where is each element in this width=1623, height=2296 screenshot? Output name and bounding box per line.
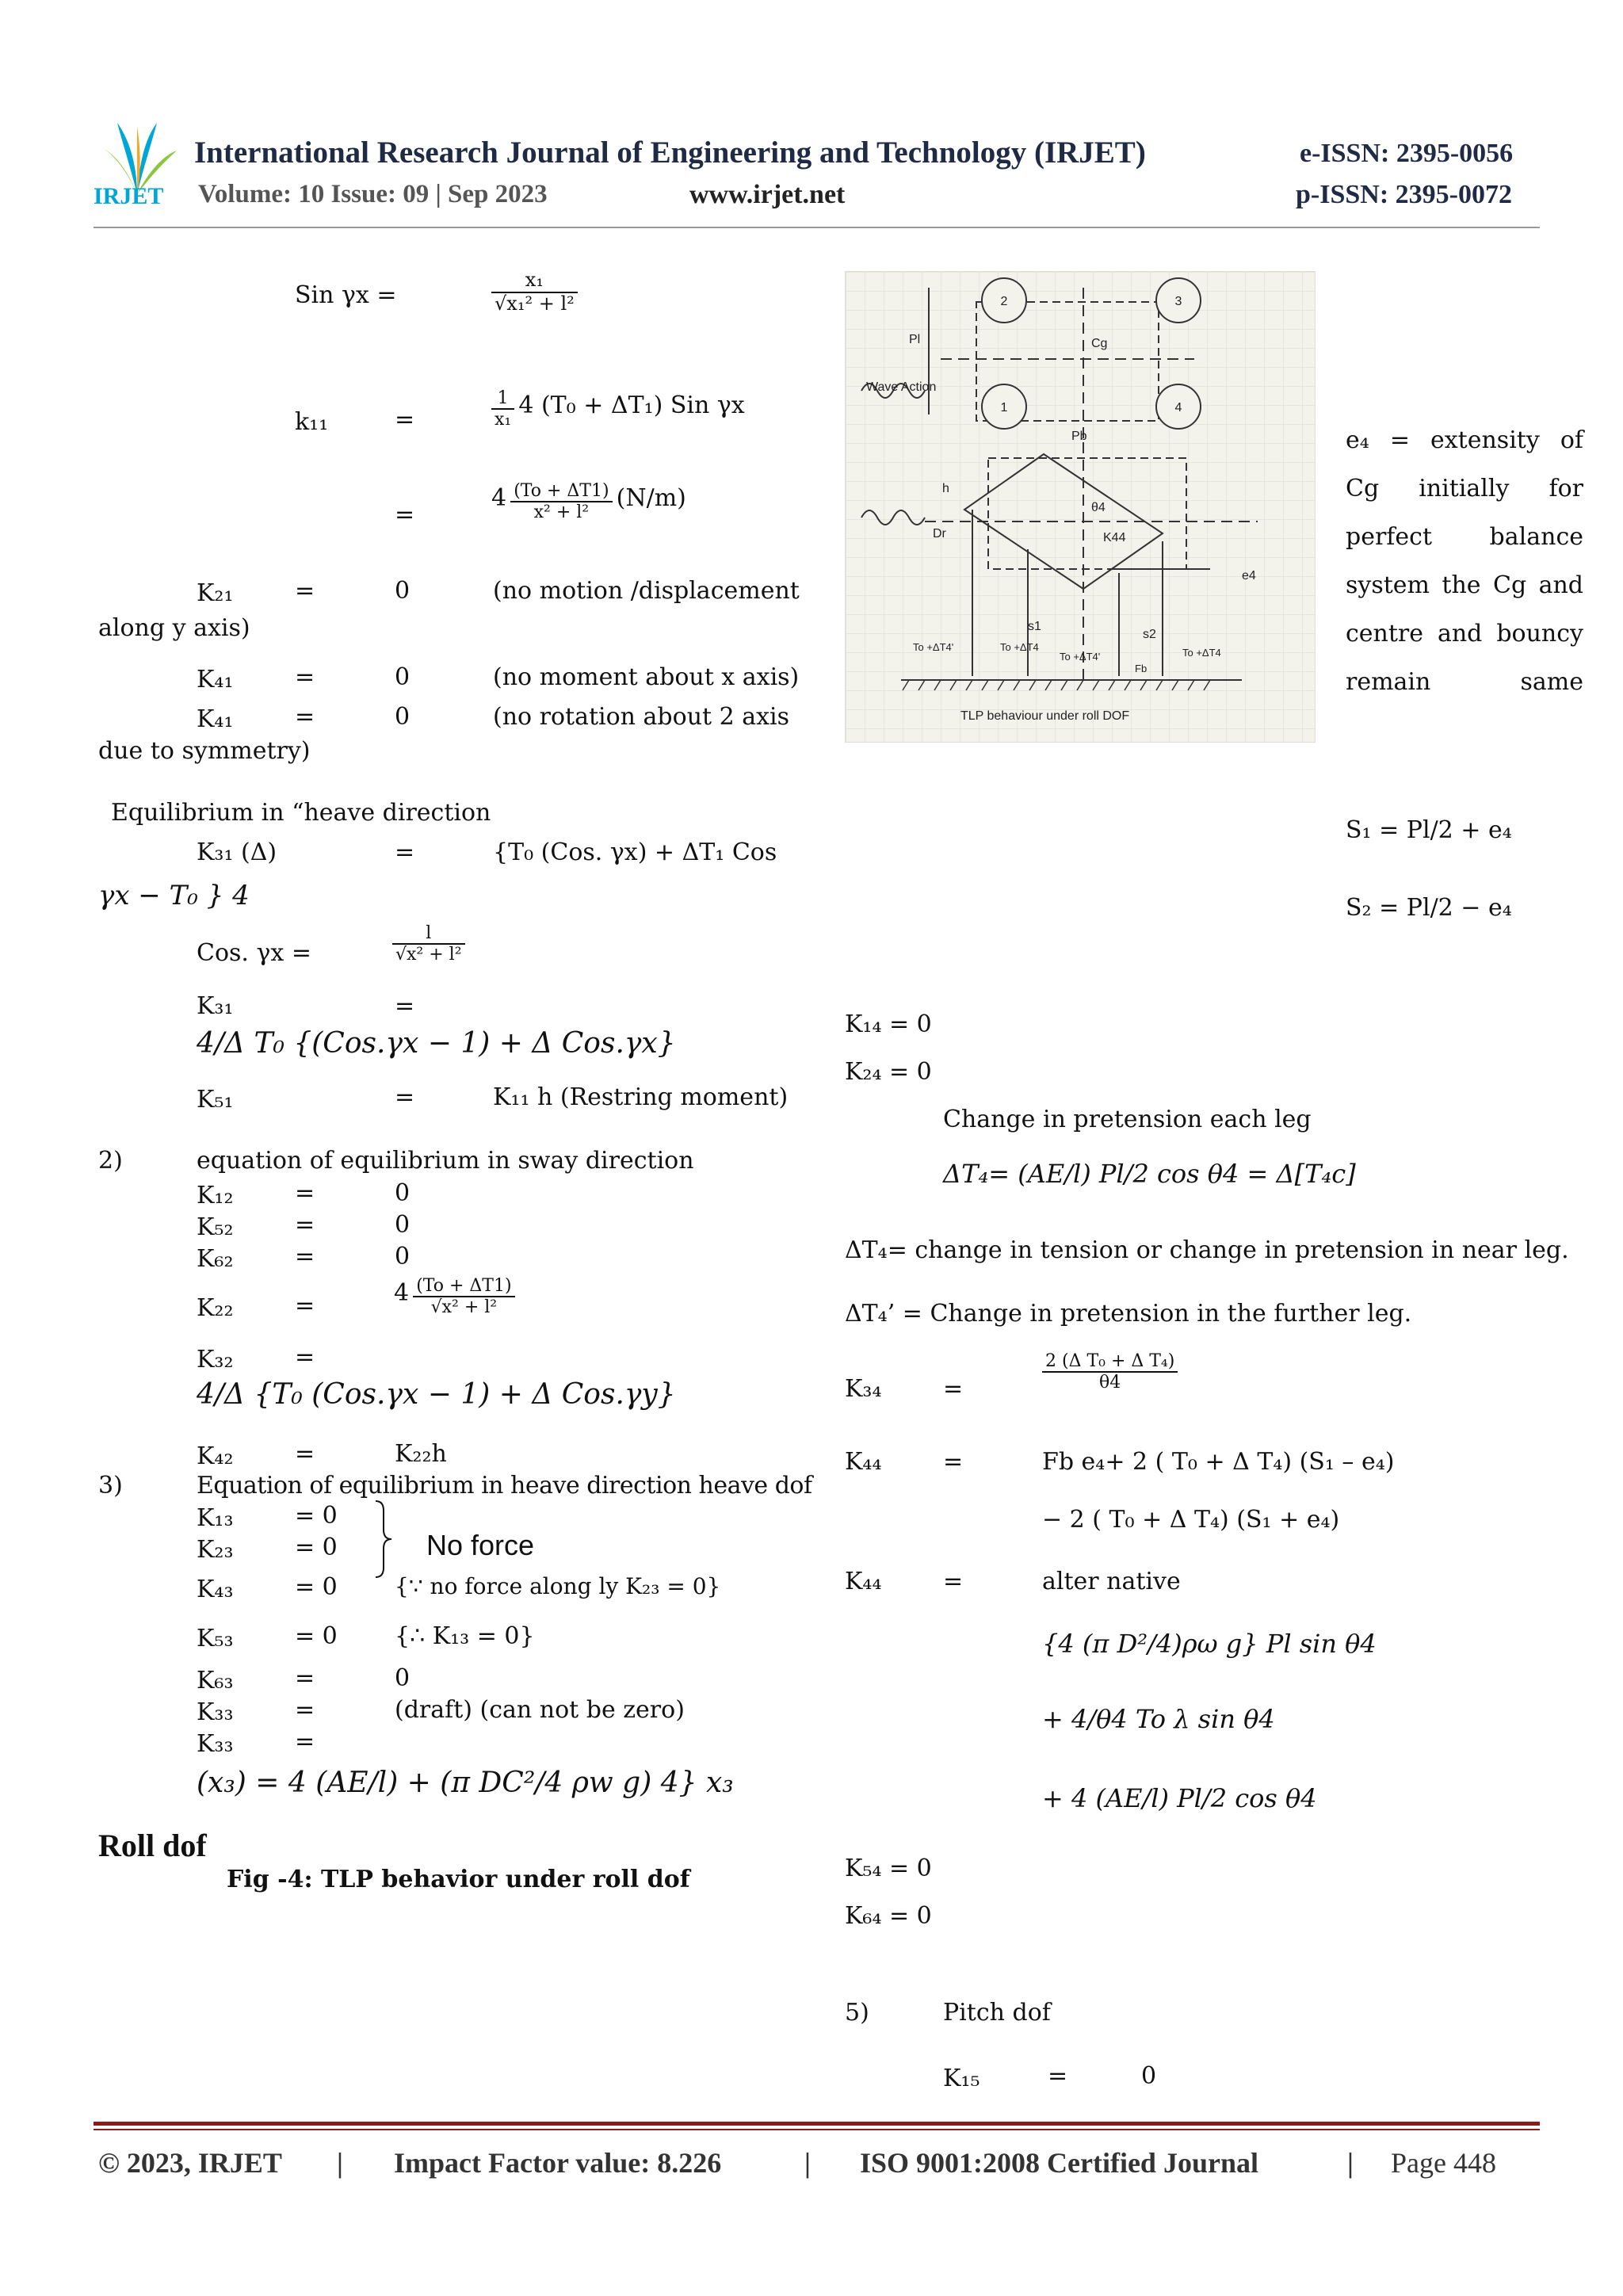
- pissn: p-ISSN: 2395-0072: [1296, 180, 1512, 209]
- k44-rhs-line1: Fb e₄+ 2 ( T₀ + Δ T₄) (S₁ – e₄): [1042, 1448, 1395, 1476]
- copyright: © 2023, IRJET: [98, 2147, 282, 2179]
- e4-label: e4: [1242, 569, 1256, 583]
- k41-label: K₄₁: [197, 666, 234, 693]
- roll-dof-heading: Roll dof: [98, 1828, 207, 1863]
- separator: |: [1347, 2147, 1354, 2179]
- volume-info: Volume: 10 Issue: 09 | Sep 2023: [198, 180, 548, 208]
- k22-label: K₂₂: [197, 1294, 234, 1322]
- k41-note: (no moment about x axis): [493, 663, 800, 691]
- k33-label: K₃₃: [197, 1698, 234, 1726]
- website-link[interactable]: www.irjet.net: [689, 180, 846, 209]
- pb-label: Pb: [1071, 430, 1087, 443]
- k14-formula: K₁₄ = 0: [845, 1010, 932, 1038]
- s1-label: s1: [1028, 620, 1041, 633]
- equals: =: [295, 703, 315, 731]
- delta-t4-formula: ΔT₄= (AE/l) Pl/2 cos θ4 = Δ[T₄c]: [943, 1159, 1356, 1189]
- k24-formula: K₂₄ = 0: [845, 1058, 932, 1086]
- no-force-note: {∵ no force along ly K₂₃ = 0}: [395, 1573, 721, 1599]
- tension-label-b: To +ΔT4: [1000, 641, 1039, 653]
- k41b-note: (no rotation about 2 axis: [493, 703, 790, 731]
- leg-label-4: 4: [1174, 401, 1182, 415]
- alt-term-1: {4 (π D²/4)ρω g} Pl sin θ4: [1042, 1629, 1377, 1659]
- tension-label-a: To +ΔT4': [913, 641, 954, 653]
- k52-label: K₅₂: [197, 1213, 234, 1241]
- leg-label-2: 2: [1000, 295, 1008, 308]
- equals: =: [295, 577, 315, 605]
- k42-rhs: K₂₂h: [395, 1440, 447, 1468]
- separator: |: [337, 2147, 343, 2179]
- tension-label-c: To +ΔT4': [1060, 651, 1101, 663]
- delta-t4-prime-definition: ΔT₄’ = Change in pretension in the further leg.: [845, 1300, 1412, 1328]
- e4-definition: e₄ = extensity of Cg initially for perfect balance system the Cg and centre and bouncy remain same: [1346, 426, 1583, 696]
- figure-caption: Fig -4: TLP behavior under roll dof: [227, 1866, 690, 1893]
- k41b-note-cont: due to symmetry): [98, 737, 311, 765]
- cos-gamma-label: Cos. γx =: [197, 939, 312, 967]
- k44-label: K₄₄: [845, 1448, 882, 1476]
- brace-icon: [372, 1499, 396, 1579]
- k53-label: K₅₃: [197, 1625, 234, 1652]
- k11-expanded: 4 $\frac{(To + \Delta T1)}{\text{x² + l²}}$ (N/m): [491, 481, 686, 523]
- k21-note: (no motion /displacement: [493, 577, 800, 605]
- section-2-number: 2): [98, 1147, 123, 1175]
- k23-label: K₂₃: [197, 1536, 234, 1564]
- equals: =: [943, 1375, 964, 1403]
- dr-label: Dr: [933, 527, 946, 541]
- k41-value: 0: [395, 663, 411, 691]
- h-label: h: [942, 482, 949, 495]
- header-rule: [94, 227, 1540, 228]
- k41b-value: 0: [395, 703, 411, 731]
- equals: =: [395, 839, 415, 866]
- k64-formula: K₆₄ = 0: [845, 1902, 932, 1930]
- k21-value: 0: [395, 577, 411, 605]
- cg-label: Cg: [1091, 337, 1108, 350]
- theta4-label: θ4: [1091, 501, 1106, 514]
- equals: =: [395, 1083, 415, 1111]
- k11-formula: $\frac{1}{\text{x₁}}$ 4 (T₀ + ΔT₁) Sin γx: [491, 388, 745, 430]
- k31b-formula: 4/Δ T₀ {(Cos.γx − 1) + Δ Cos.γx}: [197, 1027, 676, 1060]
- equals: =: [943, 1568, 964, 1595]
- k13-value: = 0: [295, 1502, 338, 1530]
- equals: =: [395, 501, 415, 529]
- k32-formula: 4/Δ {T₀ (Cos.γx − 1) + Δ Cos.γy}: [197, 1378, 676, 1411]
- page-number: Page 448: [1391, 2147, 1496, 2179]
- journal-title: International Research Journal of Engineering and Technology (IRJET): [194, 136, 1146, 170]
- heave-heading: Equilibrium in “heave direction: [111, 799, 491, 827]
- equals: =: [295, 1179, 315, 1207]
- no-force-label: No force: [426, 1529, 535, 1561]
- tension-label-d: To +ΔT4: [1182, 647, 1221, 659]
- k41b-label: K₄₁: [197, 705, 234, 733]
- delta-t4-definition: ΔT₄= change in tension or change in pretension in near leg.: [845, 1236, 1569, 1264]
- k53-value: = 0: [295, 1622, 338, 1650]
- k34-formula: $\frac{\text{2 (Δ T₀ + Δ T₄)}}{\theta 4}$: [1042, 1351, 1178, 1393]
- k12-value: 0: [395, 1179, 411, 1207]
- k12-label: K₁₂: [197, 1182, 234, 1209]
- equals: =: [395, 406, 415, 434]
- k62-label: K₆₂: [197, 1245, 234, 1273]
- s1-formula: S₁ = Pl/2 + e₄: [1346, 816, 1512, 844]
- diagram-caption: TLP behaviour under roll DOF: [960, 709, 1130, 723]
- section-5-number: 5): [845, 1999, 869, 2027]
- section-3-heading: Equation of equilibrium in heave direction heave dof: [197, 1472, 812, 1499]
- section-2-heading: equation of equilibrium in sway direction: [197, 1147, 694, 1175]
- equals: =: [295, 663, 315, 691]
- k54-formula: K₅₄ = 0: [845, 1855, 932, 1882]
- equals: =: [295, 1696, 315, 1724]
- tlp-diagram-svg: [846, 272, 1315, 742]
- k31-rhs: {T₀ (Cos. γx) + ΔT₁ Cos: [493, 839, 777, 866]
- k43-value: = 0: [295, 1573, 338, 1601]
- alt-term-2: + 4/θ4 To λ sin θ4: [1042, 1704, 1275, 1734]
- separator: |: [804, 2147, 811, 2179]
- k31-label: K₃₁ (Δ): [197, 839, 277, 866]
- footer-rule-top: [94, 2122, 1540, 2126]
- equals: =: [943, 1448, 964, 1476]
- equals: =: [295, 1728, 315, 1755]
- leg-label-1: 1: [1000, 401, 1008, 415]
- section-3-number: 3): [98, 1472, 123, 1499]
- equals: =: [1048, 2062, 1068, 2090]
- k21-note-cont: along y axis): [98, 614, 250, 642]
- alt-term-3: + 4 (AE/l) Pl/2 cos θ4: [1042, 1783, 1317, 1813]
- k31b-label: K₃₁: [197, 992, 234, 1020]
- k33-formula: (x₃) = 4 (AE/l) + (π DC²/4 ρw g) 4} x₃: [197, 1767, 734, 1799]
- eissn: e-ISSN: 2395-0056: [1300, 139, 1514, 168]
- k31-rhs-cont: γx − T₀ } 4: [98, 880, 250, 911]
- sin-gamma-fraction: $\frac{\text{x₁}}{\text{√x₁² + l²}}$: [491, 269, 578, 315]
- section-5-heading: Pitch dof: [943, 1999, 1051, 2027]
- impact-factor: Impact Factor value: 8.226: [394, 2147, 722, 2179]
- k44-label: K44: [1103, 531, 1126, 544]
- k63-value: 0: [395, 1664, 411, 1692]
- wave-action-label: Wave Action: [866, 380, 937, 394]
- s2-label: s2: [1143, 628, 1156, 641]
- k33-note: (draft) (can not be zero): [395, 1696, 685, 1724]
- k15-value: 0: [1141, 2062, 1157, 2090]
- k23-value: = 0: [295, 1534, 338, 1561]
- equals: =: [295, 1664, 315, 1692]
- leg-label-3: 3: [1174, 295, 1182, 308]
- k52-value: 0: [395, 1211, 411, 1239]
- sin-gamma-label: Sin γx =: [295, 281, 397, 309]
- k13-label: K₁₃: [197, 1504, 234, 1532]
- k32-label: K₃₂: [197, 1346, 234, 1373]
- equals: =: [295, 1343, 315, 1371]
- k63-label: K₆₃: [197, 1667, 234, 1694]
- k11-label: k₁₁: [295, 408, 329, 436]
- s2-formula: S₂ = Pl/2 − e₄: [1346, 894, 1512, 922]
- equals: =: [295, 1211, 315, 1239]
- k22-formula: 4 $\frac{(To + \Delta T1)}{\text{√x² + l²}}$: [394, 1276, 515, 1318]
- iso-certification: ISO 9001:2008 Certified Journal: [860, 2147, 1258, 2179]
- cos-gamma-fraction: $\frac{l}{\text{√x² + l²}}$: [392, 923, 465, 965]
- k53-note: {∴ K₁₃ = 0}: [395, 1622, 535, 1650]
- equals: =: [295, 1292, 315, 1320]
- pl-label: Pl: [909, 333, 921, 346]
- pretension-heading: Change in pretension each leg: [943, 1106, 1312, 1133]
- k15-label: K₁₅: [943, 2065, 980, 2092]
- k62-value: 0: [395, 1243, 411, 1270]
- k43-label: K₄₃: [197, 1576, 234, 1603]
- fb-label: Fb: [1135, 663, 1148, 674]
- equals: =: [295, 1440, 315, 1468]
- k51-label: K₅₁: [197, 1086, 234, 1114]
- alternative-label: alter native: [1042, 1568, 1181, 1595]
- k21-label: K₂₁: [197, 579, 234, 607]
- equals: =: [295, 1243, 315, 1270]
- footer-rule-bottom: [94, 2129, 1540, 2130]
- k51-rhs: K₁₁ h (Restring moment): [493, 1083, 789, 1111]
- k44-rhs-line2: − 2 ( T₀ + Δ T₄) (S₁ + e₄): [1042, 1506, 1340, 1534]
- tlp-roll-diagram: [845, 271, 1316, 743]
- k44b-label: K₄₄: [845, 1568, 882, 1595]
- equals: =: [395, 992, 415, 1020]
- k42-label: K₄₂: [197, 1442, 234, 1470]
- logo-text: IRJET: [94, 183, 164, 209]
- k33b-label: K₃₃: [197, 1730, 234, 1758]
- k34-label: K₃₄: [845, 1375, 882, 1403]
